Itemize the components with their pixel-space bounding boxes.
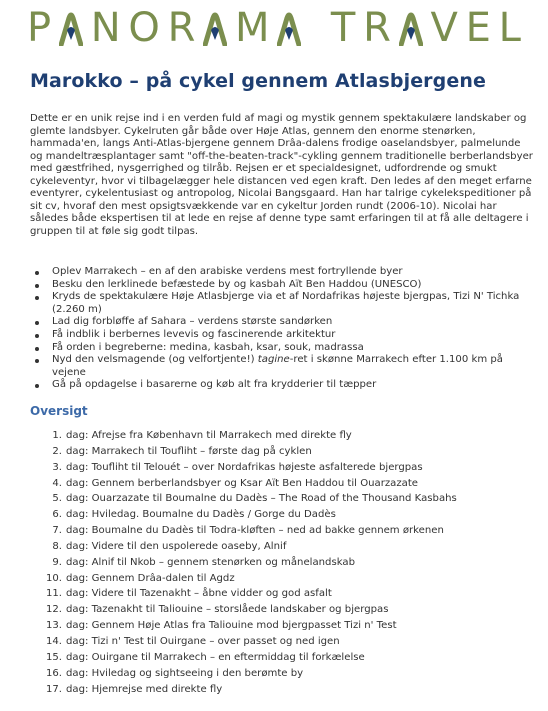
highlight-item: Få orden i begreberne: medina, kasbah, ksar, souk, madrassa (30, 342, 535, 355)
day-text: dag: Tizi n' Test til Ouirgane – over passet og ned igen (66, 635, 340, 647)
day-number: 17. (45, 683, 62, 695)
day-number: 11. (45, 588, 62, 600)
itinerary-list (30, 428, 535, 697)
day-text: dag: Videre til den uspolerede oaseby, Alnif (66, 540, 287, 552)
itinerary-item (30, 586, 535, 602)
itinerary-item (30, 444, 535, 460)
day-text: dag: Toufliht til Telouét – over Nordafrikas højeste asfalterede bjergpas (66, 461, 423, 473)
itinerary-item (30, 460, 535, 476)
day-number: 10. (45, 572, 62, 584)
itinerary-item (30, 618, 535, 634)
logo-letter-n: N (90, 5, 121, 51)
day-number: 12. (45, 604, 62, 616)
logo-a-peak-icon (277, 10, 301, 46)
itinerary-item (30, 539, 535, 555)
logo-letter-m: M (235, 5, 270, 51)
itinerary-item (30, 571, 535, 587)
logo-letter-e: E (465, 5, 491, 51)
itinerary-item (30, 682, 535, 698)
day-number: 6. (52, 509, 62, 521)
overview-heading: Oversigt (30, 404, 88, 418)
highlight-text: -ret i skønne Marrakech efter 1.100 km på vejene (52, 354, 503, 378)
highlights-list (30, 266, 535, 392)
day-number: 2. (52, 445, 62, 457)
logo-letter-o: O (128, 5, 160, 51)
page-title: Marokko – på cykel gennem Atlasbjergene (30, 70, 486, 92)
day-text: dag: Marrakech til Toufliht – første dag på cyklen (66, 445, 312, 457)
day-number: 4. (52, 477, 62, 489)
day-text: dag: Gennem Høje Atlas fra Taliouine mod bjergpasset Tizi n' Test (66, 620, 397, 632)
day-number: 9. (52, 556, 62, 568)
itinerary-item (30, 523, 535, 539)
day-text: dag: Hviledag og sightseeing i den berømte by (66, 667, 304, 679)
itinerary-item (30, 507, 535, 523)
itinerary-item (30, 666, 535, 682)
day-text: dag: Ouarzazate til Boumalne du Dadès – The Road of the Thousand Kasbahs (66, 493, 457, 505)
highlight-item: Gå på opdagelse i basarerne og køb alt fra krydderier til tæpper (30, 379, 535, 392)
logo-a-peak-icon (399, 10, 423, 46)
itinerary-item (30, 476, 535, 492)
itinerary-item (30, 555, 535, 571)
logo-letter-l: L (498, 5, 521, 51)
day-text: dag: Boumalne du Dadès til Todra-kløften – ned ad bakke gennem ørkenen (66, 525, 444, 537)
day-number: 3. (52, 461, 62, 473)
day-number: 1. (52, 430, 62, 441)
logo-letter-p: P (27, 5, 52, 51)
day-text: dag: Gennem Drâa-dalen til Agdz (66, 572, 235, 584)
highlight-item: Oplev Marrakech – en af den arabiske verdens mest fortryllende byer (30, 266, 535, 279)
itinerary-item (30, 428, 535, 444)
logo-letter-t: T (330, 5, 356, 51)
highlight-item: Kryds de spektakulære Høje Atlasbjerge via et af Nordafrikas højeste bjergpas, Tizi N' Tichka (2.260 m) (30, 291, 535, 316)
highlight-item: Få indblik i berbernes levevis og fascinerende arkitektur (30, 329, 535, 342)
itinerary-item (30, 634, 535, 650)
day-text: dag: Hjemrejse med direkte fly (66, 683, 223, 695)
intro-paragraph: Dette er en unik rejse ind i en verden fuld af magi og mystik gennem spektakulære landskaber og glemte landsbyer. Cykelruten går både over Høje Atlas, gennem den enorme stenørken, hammada'en, langs Anti-Atlas-bjergene gennem Drâa-dalens frodige oaselandsbyer, palmelunde og mandeltræsplantager samt "off-the-beaten-track"-cykling gennem traditionelle berberlandsbyer med gæstfrihed, nysgerrighed og tilråb. Rejsen er et specialdesignet, udfordrende og smukt cykeleventyr, hvor vi tilbagelægger hele distancen ved egen kraft. Den ledes af den meget erfarne eventyrer, cykelentusiast og antropolog, Nicolai Bangsgaard. Han har talrige cykelekspeditioner på sit cv, hvoraf den mest opsigtsvækkende var en cykeltur Jorden rundt (2006-10). Nicolai har således både ekspertisen til at lede en rejse af denne type samt erfaringen til at få alle deltagere i gruppen til at føle sig godt tilpas. (30, 113, 533, 237)
day-number: 16. (45, 667, 62, 679)
day-text: dag: Hviledag. Boumalne du Dadès / Gorge du Dadès (66, 509, 336, 521)
logo-letter-v: V (430, 5, 458, 51)
itinerary-item (30, 602, 535, 618)
highlight-item (30, 354, 535, 379)
logo-a-peak-icon (203, 10, 227, 46)
logo-letter-r2: R (363, 5, 391, 51)
day-text: dag: Afrejse fra København til Marrakech med direkte fly (66, 430, 352, 441)
highlight-text: Nyd den velsmagende (og velfortjente!) (52, 354, 258, 366)
day-number: 8. (52, 540, 62, 552)
day-text: dag: Tazenakht til Taliouine – storslåede landskaber og bjergpas (66, 604, 389, 616)
day-text: dag: Gennem berberlandsbyer og Ksar Aït Ben Haddou til Ouarzazate (66, 477, 419, 489)
logo-letter-r: R (167, 5, 196, 51)
itinerary-item (30, 491, 535, 507)
highlight-item: Lad dig forbløffe af Sahara – verdens største sandørken (30, 316, 535, 329)
brand-logo (27, 2, 521, 54)
day-text: dag: Alnif til Nkob – gennem stenørken og månelandskab (66, 556, 355, 568)
day-number: 15. (45, 651, 62, 663)
day-number: 5. (52, 493, 62, 505)
highlight-item: Besku den lerklinede befæstede by og kasbah Aït Ben Haddou (UNESCO) (30, 279, 535, 292)
day-number: 13. (45, 620, 62, 632)
day-text: dag: Ouirgane til Marrakech – en eftermiddag til forkælelse (66, 651, 365, 663)
itinerary-item (30, 650, 535, 666)
day-text: dag: Videre til Tazenakht – åbne vidder og god asfalt (66, 588, 332, 600)
logo-a-peak-icon (59, 10, 83, 46)
day-number: 14. (45, 635, 62, 647)
day-number: 7. (52, 525, 62, 537)
highlight-emphasis: tagine (257, 354, 290, 366)
